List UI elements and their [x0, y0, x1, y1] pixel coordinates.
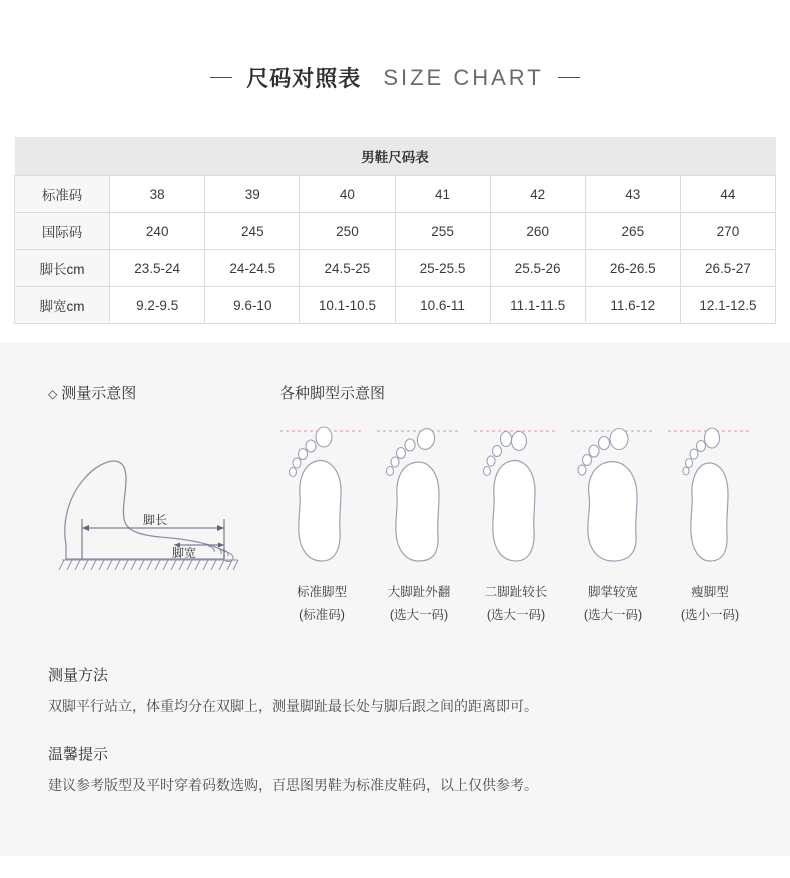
table-cell: 42	[490, 176, 585, 213]
foot-type-name: 大脚趾外翻	[387, 585, 451, 599]
table-cell: 10.6-11	[395, 287, 490, 324]
table-cell: 10.1-10.5	[300, 287, 395, 324]
row-label: 国际码	[15, 213, 110, 250]
table-cell: 25.5-26	[490, 250, 585, 287]
foot-types-heading: 各种脚型示意图	[280, 385, 386, 402]
size-table-wrap	[14, 137, 776, 324]
table-cell: 25-25.5	[395, 250, 490, 287]
foot-types-column	[280, 382, 752, 624]
title-dash-right	[558, 77, 580, 78]
foot-narrow-icon	[668, 413, 752, 573]
table-cell: 26.5-27	[680, 250, 775, 287]
page-title	[0, 62, 790, 93]
foot-standard-icon	[280, 413, 364, 573]
table-cell: 270	[680, 213, 775, 250]
row-label: 标准码	[15, 176, 110, 213]
title-chinese: 尺码对照表	[246, 66, 362, 91]
measure-heading-label: 测量示意图	[61, 385, 137, 402]
foot-type-advice: (选大一码)	[583, 608, 643, 622]
diamond-icon: ◇	[48, 387, 58, 401]
table-cell: 39	[205, 176, 300, 213]
note-body: 双脚平行站立，体重均分在双脚上，测量脚趾最长处与脚后跟之间的距离即可。	[48, 698, 538, 714]
row-label: 脚长cm	[15, 250, 110, 287]
foot-bunion-icon	[377, 413, 461, 573]
table-row	[15, 176, 776, 213]
foot-type-item	[474, 413, 558, 624]
table-cell: 245	[205, 213, 300, 250]
table-cell: 265	[585, 213, 680, 250]
table-cell: 24-24.5	[205, 250, 300, 287]
table-cell: 43	[585, 176, 680, 213]
diagram-panel-inner	[48, 382, 742, 796]
row-label: 脚宽cm	[15, 287, 110, 324]
measure-heading	[48, 382, 248, 403]
foot-type-advice: (选小一码)	[680, 608, 740, 622]
title-english: SIZE CHART	[383, 64, 544, 90]
foot-type-item	[571, 413, 655, 624]
foot-type-name: 脚掌较宽	[587, 585, 638, 599]
table-cell: 250	[300, 213, 395, 250]
table-row	[15, 213, 776, 250]
table-row	[15, 250, 776, 287]
foot-type-item	[280, 413, 364, 624]
note-title: 温馨提示	[48, 746, 109, 763]
diagram-panel	[0, 342, 790, 856]
foot-type-item	[668, 413, 752, 624]
table-cell: 240	[110, 213, 205, 250]
note-title: 测量方法	[48, 667, 109, 684]
table-cell: 12.1-12.5	[680, 287, 775, 324]
table-cell: 9.6-10	[205, 287, 300, 324]
foot-type-name: 瘦脚型	[691, 585, 729, 599]
measure-width-label: 脚宽	[172, 546, 197, 560]
foot-type-name: 标准脚型	[296, 585, 347, 599]
table-cell: 41	[395, 176, 490, 213]
foot-type-item	[377, 413, 461, 624]
foot-type-advice: (选大一码)	[389, 608, 449, 622]
foot-type-advice: (标准码)	[299, 608, 345, 622]
measure-column	[48, 382, 248, 607]
foot-measure-svg	[48, 427, 248, 602]
table-cell: 44	[680, 176, 775, 213]
diagram-columns	[48, 382, 742, 624]
measure-figure	[48, 427, 248, 607]
foot-types-row	[280, 413, 752, 624]
measure-length-label: 脚长	[143, 513, 168, 527]
table-cell: 38	[110, 176, 205, 213]
table-cell: 9.2-9.5	[110, 287, 205, 324]
size-table	[14, 137, 776, 324]
table-cell: 40	[300, 176, 395, 213]
table-cell: 11.6-12	[585, 287, 680, 324]
foot-wide-icon	[571, 413, 655, 573]
table-cell: 23.5-24	[110, 250, 205, 287]
foot-type-advice: (选大一码)	[486, 608, 546, 622]
foot-type-name: 二脚趾较长	[484, 585, 548, 599]
table-cell: 255	[395, 213, 490, 250]
table-cell: 26-26.5	[585, 250, 680, 287]
table-row	[15, 287, 776, 324]
table-cell: 24.5-25	[300, 250, 395, 287]
notes-section	[48, 664, 742, 796]
title-dash-left	[210, 77, 232, 78]
note-body: 建议参考版型及平时穿着码数选购，百思图男鞋为标准皮鞋码，以上仅供参考。	[48, 777, 538, 793]
table-cell: 260	[490, 213, 585, 250]
table-caption: 男鞋尺码表	[15, 137, 776, 176]
foot-long-second-toe-icon	[474, 413, 558, 573]
table-caption-row	[15, 137, 776, 176]
table-cell: 11.1-11.5	[490, 287, 585, 324]
